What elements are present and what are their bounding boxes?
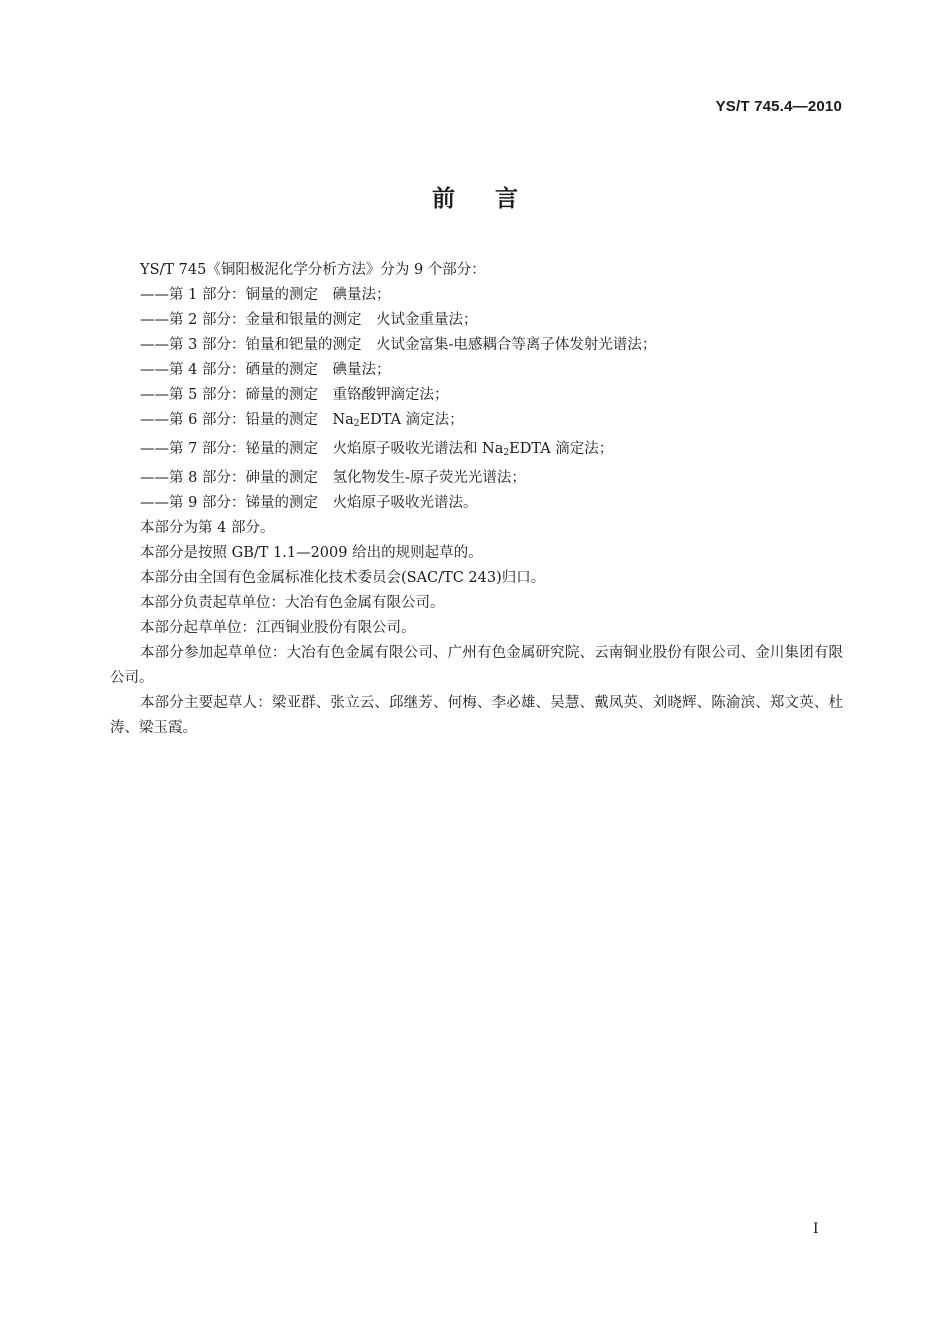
body-paragraph: 本部分是按照 GB/T 1.1—2009 给出的规则起草的。: [140, 545, 483, 561]
list-item: ——第 8 部分：砷量的测定 氢化物发生-原子荧光光谱法；: [140, 470, 526, 486]
list-item-text: ——第 7 部分：铋量的测定 火焰原子吸收光谱法和 Na: [140, 441, 504, 457]
body-paragraph: 本部分主要起草人：梁亚群、张立云、邱继芳、何梅、李必雄、吴慧、戴凤英、刘晓辉、陈渝滨、郑文英、杜涛、梁玉霞。: [110, 695, 843, 736]
subscript: 2: [503, 448, 510, 458]
list-item: ——第 1 部分：铜量的测定 碘量法；: [140, 287, 391, 303]
list-item-text: EDTA 滴定法；: [509, 441, 614, 457]
list-item: ——第 4 部分：硒量的测定 碘量法；: [140, 362, 391, 378]
list-item: ——第 2 部分：金量和银量的测定 火试金重量法；: [140, 312, 478, 328]
foreword-body: [110, 258, 843, 741]
body-paragraph: 本部分负责起草单位：大冶有色金属有限公司。: [140, 595, 445, 611]
body-paragraph: 本部分起草单位：江西铜业股份有限公司。: [140, 620, 416, 636]
intro-paragraph: YS/T 745《铜阳极泥化学分析方法》分为 9 个部分：: [140, 262, 486, 278]
list-item: ——第 9 部分：锑量的测定 火焰原子吸收光谱法。: [140, 495, 478, 511]
body-paragraph: 本部分参加起草单位：大冶有色金属有限公司、广州有色金属研究院、云南铜业股份有限公司、金川集团有限公司。: [110, 645, 843, 686]
list-item-text: EDTA 滴定法；: [359, 412, 464, 428]
subscript: 2: [353, 419, 360, 429]
list-item: ——第 3 部分：铂量和钯量的测定 火试金富集-电感耦合等离子体发射光谱法；: [140, 337, 657, 353]
list-item: [110, 408, 843, 437]
page-title: 前言: [432, 186, 558, 212]
standard-code: YS/T 745.4—2010: [715, 98, 842, 115]
page-number: I: [813, 1221, 819, 1237]
list-item-text: ——第 6 部分：铅量的测定 Na: [140, 412, 354, 428]
list-item: ——第 5 部分：碲量的测定 重铬酸钾滴定法；: [140, 387, 449, 403]
body-paragraph: 本部分由全国有色金属标准化技术委员会(SAC/TC 243)归口。: [140, 570, 546, 586]
list-item: [110, 437, 843, 466]
body-paragraph: 本部分为第 4 部分。: [140, 520, 275, 536]
